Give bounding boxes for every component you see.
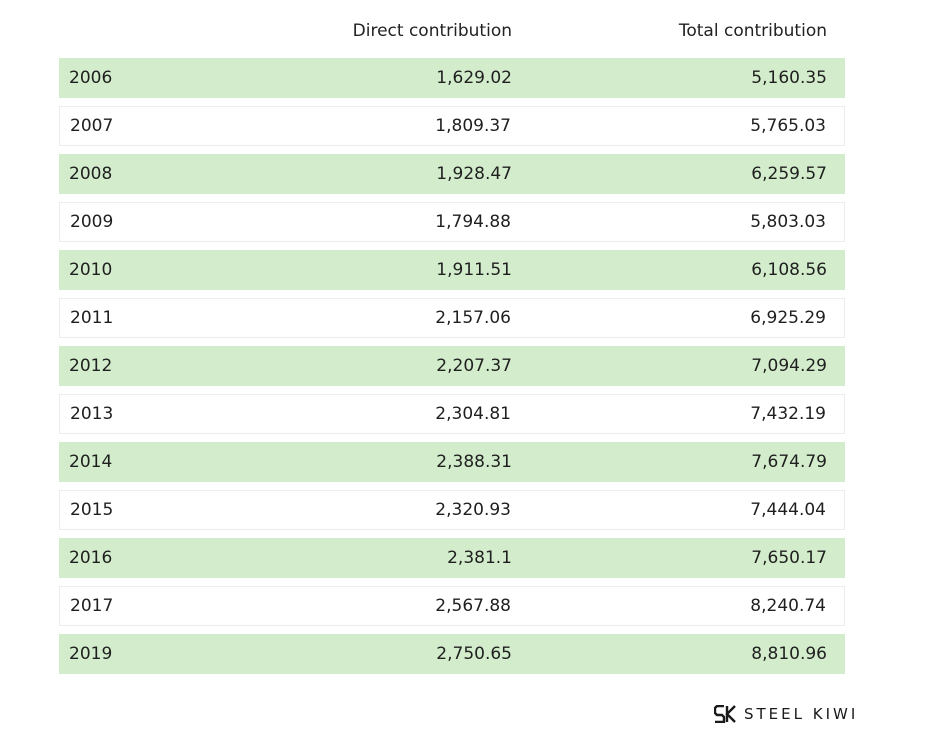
total-contribution-cell: 7,650.17 (751, 548, 827, 568)
table-row (59, 394, 845, 434)
total-contribution-cell: 8,810.96 (751, 644, 827, 664)
total-contribution-cell: 5,160.35 (751, 68, 827, 88)
year-cell: 2019 (69, 644, 113, 664)
table-row (59, 250, 845, 290)
total-contribution-cell: 7,094.29 (751, 356, 827, 376)
total-contribution-cell: 5,765.03 (750, 116, 826, 136)
contribution-table (59, 0, 845, 682)
table-row (59, 442, 845, 482)
direct-contribution-cell: 1,928.47 (436, 164, 512, 184)
year-cell: 2015 (70, 500, 114, 520)
steel-kiwi-logo-icon (714, 705, 736, 723)
direct-contribution-cell: 2,157.06 (435, 308, 511, 328)
table-row (59, 154, 845, 194)
direct-contribution-cell: 2,388.31 (436, 452, 512, 472)
direct-contribution-cell: 2,381.1 (447, 548, 512, 568)
table-body (59, 58, 845, 674)
table-row (59, 538, 845, 578)
direct-contribution-cell: 1,809.37 (435, 116, 511, 136)
total-contribution-cell: 7,432.19 (750, 404, 826, 424)
direct-contribution-cell: 2,320.93 (435, 500, 511, 520)
year-cell: 2011 (70, 308, 114, 328)
direct-contribution-cell: 1,911.51 (436, 260, 512, 280)
direct-contribution-cell: 2,567.88 (435, 596, 511, 616)
direct-contribution-cell: 1,794.88 (435, 212, 511, 232)
year-cell: 2010 (69, 260, 113, 280)
table-header (59, 0, 845, 58)
steel-kiwi-logo (714, 704, 858, 724)
table-row (59, 106, 845, 146)
direct-contribution-cell: 1,629.02 (436, 68, 512, 88)
year-cell: 2016 (69, 548, 113, 568)
direct-contribution-cell: 2,750.65 (436, 644, 512, 664)
table-row (59, 346, 845, 386)
table-row (59, 634, 845, 674)
direct-contribution-cell: 2,207.37 (436, 356, 512, 376)
table-row (59, 490, 845, 530)
year-cell: 2017 (70, 596, 114, 616)
logo-text: STEEL KIWI (744, 705, 859, 723)
table-row (59, 58, 845, 98)
table-row (59, 202, 845, 242)
total-contribution-cell: 6,108.56 (751, 260, 827, 280)
total-contribution-cell: 5,803.03 (750, 212, 826, 232)
column-header-direct: Direct contribution (352, 21, 512, 41)
total-contribution-cell: 8,240.74 (750, 596, 826, 616)
total-contribution-cell: 6,925.29 (750, 308, 826, 328)
total-contribution-cell: 7,674.79 (751, 452, 827, 472)
year-cell: 2014 (69, 452, 113, 472)
column-header-total: Total contribution (678, 21, 827, 41)
year-cell: 2013 (70, 404, 114, 424)
year-cell: 2009 (70, 212, 114, 232)
year-cell: 2008 (69, 164, 113, 184)
total-contribution-cell: 7,444.04 (750, 500, 826, 520)
table-row (59, 298, 845, 338)
year-cell: 2007 (70, 116, 114, 136)
direct-contribution-cell: 2,304.81 (435, 404, 511, 424)
table-row (59, 586, 845, 626)
year-cell: 2006 (69, 68, 113, 88)
year-cell: 2012 (69, 356, 113, 376)
total-contribution-cell: 6,259.57 (751, 164, 827, 184)
